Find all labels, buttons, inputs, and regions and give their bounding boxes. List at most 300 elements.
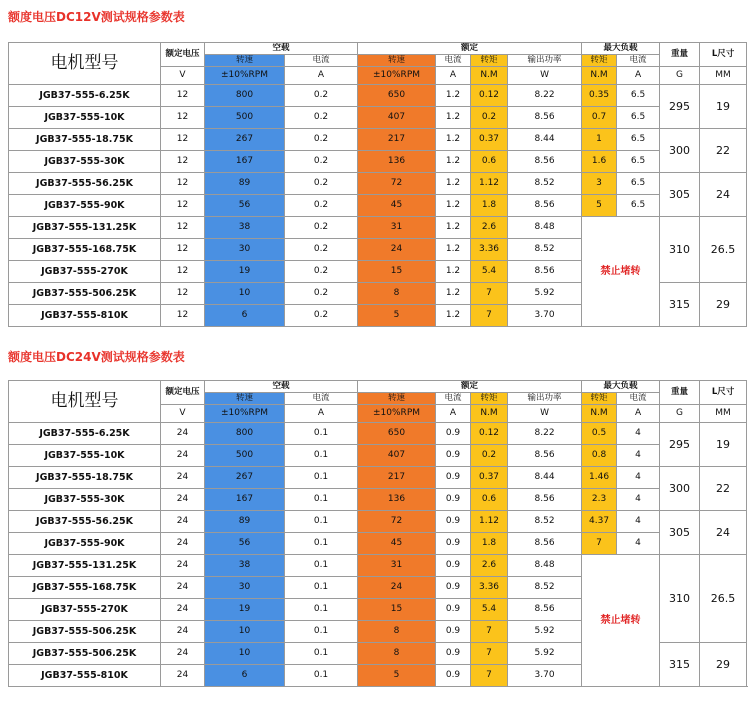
cell-r-a: 0.9: [436, 599, 471, 621]
cell-m-a: 4: [617, 511, 660, 533]
cell-nl-a: 0.2: [285, 151, 358, 173]
sub-header-nl-speed: 转速: [205, 393, 285, 405]
cell-r-rpm: 217: [358, 467, 436, 489]
cell-r-w: 8.52: [508, 173, 582, 195]
cell-r-w: 5.92: [508, 643, 582, 665]
cell-nl-a: 0.1: [285, 555, 358, 577]
unit-r-nm: N.M: [471, 67, 508, 85]
cell-nl-rpm: 19: [205, 261, 285, 283]
unit-m-nm: N.M: [582, 405, 617, 423]
sub-header-r-power: 输出功率: [508, 393, 582, 405]
cell-weight: 305: [660, 173, 700, 217]
cell-r-rpm: 15: [358, 261, 436, 283]
unit-m-nm: N.M: [582, 67, 617, 85]
col-header-weight: 重量: [660, 43, 700, 67]
cell-r-nm: 7: [471, 305, 508, 327]
spec-table-dc12v: [8, 42, 747, 327]
unit-r-w: W: [508, 67, 582, 85]
cell-m-nm: 0.7: [582, 107, 617, 129]
cell-r-a: 0.9: [436, 423, 471, 445]
forbid-stall-note: 禁止堵转: [582, 217, 660, 327]
cell-r-a: 1.2: [436, 173, 471, 195]
cell-nl-a: 0.2: [285, 283, 358, 305]
spec-table-dc24v: [8, 380, 747, 687]
table-row: [9, 107, 747, 129]
cell-r-w: 3.70: [508, 305, 582, 327]
cell-r-rpm: 8: [358, 283, 436, 305]
cell-nl-a: 0.1: [285, 423, 358, 445]
cell-nl-a: 0.1: [285, 445, 358, 467]
cell-r-nm: 0.12: [471, 85, 508, 107]
col-header-model: 电机型号: [9, 43, 161, 85]
cell-r-w: 3.70: [508, 665, 582, 687]
cell-r-rpm: 72: [358, 173, 436, 195]
cell-r-nm: 0.12: [471, 423, 508, 445]
cell-m-a: 6.5: [617, 151, 660, 173]
cell-weight: 295: [660, 423, 700, 467]
cell-m-a: 4: [617, 533, 660, 555]
sub-header-m-torque: 转矩: [582, 393, 617, 405]
sub-header-r-speed: 转速: [358, 393, 436, 405]
cell-nl-a: 0.2: [285, 85, 358, 107]
sub-header-r-torque: 转矩: [471, 55, 508, 67]
cell-voltage: 24: [161, 643, 205, 665]
cell-model: JGB37-555-6.25K: [9, 85, 161, 107]
cell-r-a: 1.2: [436, 85, 471, 107]
cell-nl-rpm: 10: [205, 643, 285, 665]
col-header-rated-voltage: 额定电压: [161, 43, 205, 67]
cell-r-w: 8.56: [508, 261, 582, 283]
cell-length: 24: [700, 173, 747, 217]
cell-model: JGB37-555-506.25K: [9, 621, 161, 643]
table-row: [9, 467, 747, 489]
cell-r-rpm: 407: [358, 107, 436, 129]
cell-nl-rpm: 267: [205, 129, 285, 151]
cell-nl-a: 0.2: [285, 129, 358, 151]
sub-header-m-torque: 转矩: [582, 55, 617, 67]
cell-r-w: 8.48: [508, 217, 582, 239]
col-header-max-load: 最大负载: [582, 381, 660, 393]
cell-nl-a: 0.2: [285, 217, 358, 239]
header-row-1: [9, 43, 747, 55]
col-header-rated: 额定: [358, 381, 582, 393]
cell-weight: 300: [660, 467, 700, 511]
cell-r-a: 1.2: [436, 305, 471, 327]
sub-header-nl-speed: 转速: [205, 55, 285, 67]
cell-m-nm: 3: [582, 173, 617, 195]
col-header-no-load: 空载: [205, 381, 358, 393]
cell-nl-a: 0.1: [285, 533, 358, 555]
cell-r-a: 1.2: [436, 107, 471, 129]
cell-r-rpm: 136: [358, 151, 436, 173]
cell-r-a: 0.9: [436, 621, 471, 643]
cell-r-rpm: 24: [358, 577, 436, 599]
cell-length: 26.5: [700, 555, 747, 643]
cell-voltage: 12: [161, 151, 205, 173]
cell-voltage: 12: [161, 261, 205, 283]
cell-r-a: 0.9: [436, 555, 471, 577]
cell-nl-a: 0.1: [285, 577, 358, 599]
cell-m-a: 6.5: [617, 195, 660, 217]
cell-r-rpm: 136: [358, 489, 436, 511]
cell-nl-rpm: 56: [205, 533, 285, 555]
sub-header-m-current: 电流: [617, 55, 660, 67]
cell-r-a: 0.9: [436, 643, 471, 665]
cell-r-nm: 3.36: [471, 577, 508, 599]
cell-r-rpm: 5: [358, 665, 436, 687]
cell-model: JGB37-555-56.25K: [9, 173, 161, 195]
cell-nl-rpm: 38: [205, 555, 285, 577]
cell-m-a: 4: [617, 423, 660, 445]
cell-nl-a: 0.2: [285, 261, 358, 283]
cell-voltage: 24: [161, 555, 205, 577]
cell-r-w: 8.22: [508, 85, 582, 107]
table-row: [9, 533, 747, 555]
cell-r-nm: 0.6: [471, 489, 508, 511]
cell-model: JGB37-555-10K: [9, 445, 161, 467]
cell-r-w: 8.56: [508, 107, 582, 129]
table-row: [9, 85, 747, 107]
cell-r-nm: 1.12: [471, 511, 508, 533]
cell-r-nm: 0.6: [471, 151, 508, 173]
cell-model: JGB37-555-810K: [9, 305, 161, 327]
cell-model: JGB37-555-10K: [9, 107, 161, 129]
cell-nl-rpm: 500: [205, 107, 285, 129]
cell-model: JGB37-555-18.75K: [9, 129, 161, 151]
cell-r-nm: 0.2: [471, 445, 508, 467]
cell-r-w: 8.48: [508, 555, 582, 577]
cell-nl-rpm: 19: [205, 599, 285, 621]
cell-nl-rpm: 167: [205, 489, 285, 511]
cell-voltage: 24: [161, 665, 205, 687]
table-row: [9, 217, 747, 239]
cell-m-a: 6.5: [617, 107, 660, 129]
cell-m-a: 6.5: [617, 129, 660, 151]
unit-v: V: [161, 67, 205, 85]
cell-model: JGB37-555-6.25K: [9, 423, 161, 445]
cell-nl-a: 0.2: [285, 305, 358, 327]
cell-nl-rpm: 56: [205, 195, 285, 217]
cell-nl-rpm: 6: [205, 305, 285, 327]
cell-r-nm: 1.8: [471, 533, 508, 555]
cell-r-nm: 7: [471, 283, 508, 305]
cell-m-nm: 2.3: [582, 489, 617, 511]
cell-voltage: 12: [161, 305, 205, 327]
cell-nl-rpm: 267: [205, 467, 285, 489]
cell-r-nm: 0.37: [471, 467, 508, 489]
cell-r-nm: 1.8: [471, 195, 508, 217]
unit-g: G: [660, 405, 700, 423]
cell-nl-a: 0.1: [285, 621, 358, 643]
cell-r-rpm: 650: [358, 423, 436, 445]
cell-m-nm: 0.5: [582, 423, 617, 445]
unit-r-a: A: [436, 405, 471, 423]
cell-weight: 310: [660, 555, 700, 643]
table1-title: 额度电压DC12V测试规格参数表: [8, 10, 185, 24]
cell-model: JGB37-555-90K: [9, 533, 161, 555]
unit-nl-a: A: [285, 405, 358, 423]
cell-r-a: 0.9: [436, 665, 471, 687]
sub-header-r-power: 输出功率: [508, 55, 582, 67]
cell-model: JGB37-555-270K: [9, 261, 161, 283]
cell-nl-rpm: 30: [205, 577, 285, 599]
cell-voltage: 24: [161, 621, 205, 643]
unit-r-w: W: [508, 405, 582, 423]
cell-r-w: 8.52: [508, 577, 582, 599]
cell-m-nm: 7: [582, 533, 617, 555]
unit-r-rpm: ±10%RPM: [358, 405, 436, 423]
cell-length: 29: [700, 643, 747, 687]
cell-nl-rpm: 10: [205, 621, 285, 643]
cell-voltage: 24: [161, 445, 205, 467]
cell-weight: 310: [660, 217, 700, 283]
cell-r-a: 0.9: [436, 511, 471, 533]
cell-r-rpm: 8: [358, 643, 436, 665]
sub-header-r-current: 电流: [436, 393, 471, 405]
cell-r-nm: 2.6: [471, 217, 508, 239]
cell-r-w: 8.56: [508, 445, 582, 467]
cell-m-a: 4: [617, 489, 660, 511]
col-header-max-load: 最大负载: [582, 43, 660, 55]
cell-weight: 305: [660, 511, 700, 555]
cell-length: 22: [700, 129, 747, 173]
cell-r-w: 8.56: [508, 195, 582, 217]
cell-length: 22: [700, 467, 747, 511]
cell-r-nm: 7: [471, 643, 508, 665]
cell-r-nm: 1.12: [471, 173, 508, 195]
col-header-rated-voltage: 额定电压: [161, 381, 205, 405]
cell-nl-a: 0.2: [285, 107, 358, 129]
cell-voltage: 12: [161, 239, 205, 261]
table-row: [9, 151, 747, 173]
cell-voltage: 12: [161, 173, 205, 195]
cell-m-nm: 4.37: [582, 511, 617, 533]
cell-nl-rpm: 500: [205, 445, 285, 467]
cell-voltage: 12: [161, 107, 205, 129]
table-row: [9, 195, 747, 217]
cell-voltage: 24: [161, 577, 205, 599]
cell-nl-a: 0.2: [285, 239, 358, 261]
unit-m-a: A: [617, 67, 660, 85]
col-header-rated: 额定: [358, 43, 582, 55]
cell-length: 24: [700, 511, 747, 555]
cell-r-nm: 0.2: [471, 107, 508, 129]
unit-g: G: [660, 67, 700, 85]
col-header-no-load: 空载: [205, 43, 358, 55]
cell-nl-rpm: 89: [205, 173, 285, 195]
sub-header-r-speed: 转速: [358, 55, 436, 67]
cell-voltage: 24: [161, 533, 205, 555]
cell-m-a: 4: [617, 467, 660, 489]
cell-r-rpm: 217: [358, 129, 436, 151]
cell-voltage: 24: [161, 467, 205, 489]
cell-r-w: 8.56: [508, 489, 582, 511]
cell-model: JGB37-555-90K: [9, 195, 161, 217]
cell-nl-rpm: 89: [205, 511, 285, 533]
cell-nl-rpm: 30: [205, 239, 285, 261]
cell-r-rpm: 31: [358, 217, 436, 239]
table-row: [9, 511, 747, 533]
cell-r-rpm: 650: [358, 85, 436, 107]
cell-r-a: 0.9: [436, 533, 471, 555]
cell-model: JGB37-555-56.25K: [9, 511, 161, 533]
cell-model: JGB37-555-168.75K: [9, 239, 161, 261]
sub-header-r-torque: 转矩: [471, 393, 508, 405]
unit-r-nm: N.M: [471, 405, 508, 423]
unit-nl-rpm: ±10%RPM: [205, 67, 285, 85]
col-header-model: 电机型号: [9, 381, 161, 423]
table-row: [9, 489, 747, 511]
cell-m-nm: 0.35: [582, 85, 617, 107]
cell-voltage: 12: [161, 85, 205, 107]
cell-model: JGB37-555-30K: [9, 489, 161, 511]
cell-nl-rpm: 38: [205, 217, 285, 239]
unit-v: V: [161, 405, 205, 423]
cell-r-nm: 3.36: [471, 239, 508, 261]
cell-r-a: 0.9: [436, 577, 471, 599]
forbid-stall-note: 禁止堵转: [582, 555, 660, 687]
cell-r-nm: 7: [471, 665, 508, 687]
cell-r-a: 1.2: [436, 239, 471, 261]
cell-voltage: 24: [161, 489, 205, 511]
cell-r-w: 5.92: [508, 621, 582, 643]
cell-r-w: 8.56: [508, 599, 582, 621]
cell-r-w: 8.22: [508, 423, 582, 445]
cell-r-w: 8.56: [508, 151, 582, 173]
unit-mm: MM: [700, 67, 747, 85]
cell-nl-a: 0.1: [285, 643, 358, 665]
cell-r-rpm: 31: [358, 555, 436, 577]
cell-r-a: 1.2: [436, 283, 471, 305]
cell-r-w: 8.52: [508, 239, 582, 261]
col-header-length: L尺寸: [700, 381, 747, 405]
cell-r-rpm: 24: [358, 239, 436, 261]
table-row: [9, 423, 747, 445]
cell-nl-a: 0.1: [285, 489, 358, 511]
cell-voltage: 24: [161, 599, 205, 621]
cell-m-nm: 1.46: [582, 467, 617, 489]
cell-r-rpm: 45: [358, 195, 436, 217]
unit-m-a: A: [617, 405, 660, 423]
cell-model: JGB37-555-810K: [9, 665, 161, 687]
cell-r-w: 8.44: [508, 467, 582, 489]
cell-r-rpm: 15: [358, 599, 436, 621]
cell-nl-rpm: 6: [205, 665, 285, 687]
cell-model: JGB37-555-506.25K: [9, 643, 161, 665]
sub-header-r-current: 电流: [436, 55, 471, 67]
cell-m-nm: 1.6: [582, 151, 617, 173]
cell-length: 19: [700, 423, 747, 467]
cell-model: JGB37-555-270K: [9, 599, 161, 621]
unit-r-a: A: [436, 67, 471, 85]
unit-mm: MM: [700, 405, 747, 423]
cell-r-a: 1.2: [436, 217, 471, 239]
cell-m-a: 4: [617, 445, 660, 467]
cell-r-rpm: 8: [358, 621, 436, 643]
col-header-length: L尺寸: [700, 43, 747, 67]
cell-r-rpm: 407: [358, 445, 436, 467]
cell-r-a: 0.9: [436, 489, 471, 511]
cell-r-nm: 0.37: [471, 129, 508, 151]
cell-voltage: 12: [161, 129, 205, 151]
cell-r-rpm: 5: [358, 305, 436, 327]
cell-r-rpm: 45: [358, 533, 436, 555]
col-header-weight: 重量: [660, 381, 700, 405]
cell-r-a: 1.2: [436, 129, 471, 151]
cell-model: JGB37-555-506.25K: [9, 283, 161, 305]
cell-length: 29: [700, 283, 747, 327]
cell-weight: 315: [660, 643, 700, 687]
cell-r-nm: 5.4: [471, 261, 508, 283]
cell-model: JGB37-555-18.75K: [9, 467, 161, 489]
cell-r-w: 8.52: [508, 511, 582, 533]
table-row: [9, 555, 747, 577]
cell-r-a: 0.9: [436, 445, 471, 467]
cell-m-nm: 1: [582, 129, 617, 151]
cell-model: JGB37-555-30K: [9, 151, 161, 173]
cell-voltage: 24: [161, 511, 205, 533]
cell-model: JGB37-555-131.25K: [9, 217, 161, 239]
sub-header-nl-current: 电流: [285, 55, 358, 67]
table-row: [9, 445, 747, 467]
cell-r-nm: 5.4: [471, 599, 508, 621]
cell-voltage: 12: [161, 195, 205, 217]
cell-m-a: 6.5: [617, 173, 660, 195]
table-row: [9, 173, 747, 195]
header-row-1: [9, 381, 747, 393]
cell-r-a: 1.2: [436, 261, 471, 283]
unit-r-rpm: ±10%RPM: [358, 67, 436, 85]
cell-voltage: 12: [161, 283, 205, 305]
cell-r-w: 8.56: [508, 533, 582, 555]
cell-model: JGB37-555-168.75K: [9, 577, 161, 599]
cell-nl-rpm: 800: [205, 423, 285, 445]
cell-nl-a: 0.2: [285, 195, 358, 217]
unit-nl-rpm: ±10%RPM: [205, 405, 285, 423]
sub-header-m-current: 电流: [617, 393, 660, 405]
unit-nl-a: A: [285, 67, 358, 85]
cell-r-a: 1.2: [436, 151, 471, 173]
cell-r-a: 1.2: [436, 195, 471, 217]
cell-weight: 300: [660, 129, 700, 173]
cell-voltage: 24: [161, 423, 205, 445]
cell-nl-a: 0.1: [285, 467, 358, 489]
cell-nl-rpm: 800: [205, 85, 285, 107]
cell-m-nm: 0.8: [582, 445, 617, 467]
cell-r-nm: 7: [471, 621, 508, 643]
cell-nl-rpm: 167: [205, 151, 285, 173]
cell-nl-a: 0.1: [285, 511, 358, 533]
cell-r-nm: 2.6: [471, 555, 508, 577]
cell-r-w: 8.44: [508, 129, 582, 151]
cell-weight: 295: [660, 85, 700, 129]
cell-length: 19: [700, 85, 747, 129]
cell-nl-rpm: 10: [205, 283, 285, 305]
cell-weight: 315: [660, 283, 700, 327]
cell-m-nm: 5: [582, 195, 617, 217]
cell-voltage: 12: [161, 217, 205, 239]
cell-r-w: 5.92: [508, 283, 582, 305]
cell-nl-a: 0.2: [285, 173, 358, 195]
cell-model: JGB37-555-131.25K: [9, 555, 161, 577]
table2-title: 额度电压DC24V测试规格参数表: [8, 350, 185, 364]
cell-r-rpm: 72: [358, 511, 436, 533]
sub-header-nl-current: 电流: [285, 393, 358, 405]
cell-nl-a: 0.1: [285, 665, 358, 687]
cell-m-a: 6.5: [617, 85, 660, 107]
cell-nl-a: 0.1: [285, 599, 358, 621]
cell-length: 26.5: [700, 217, 747, 283]
